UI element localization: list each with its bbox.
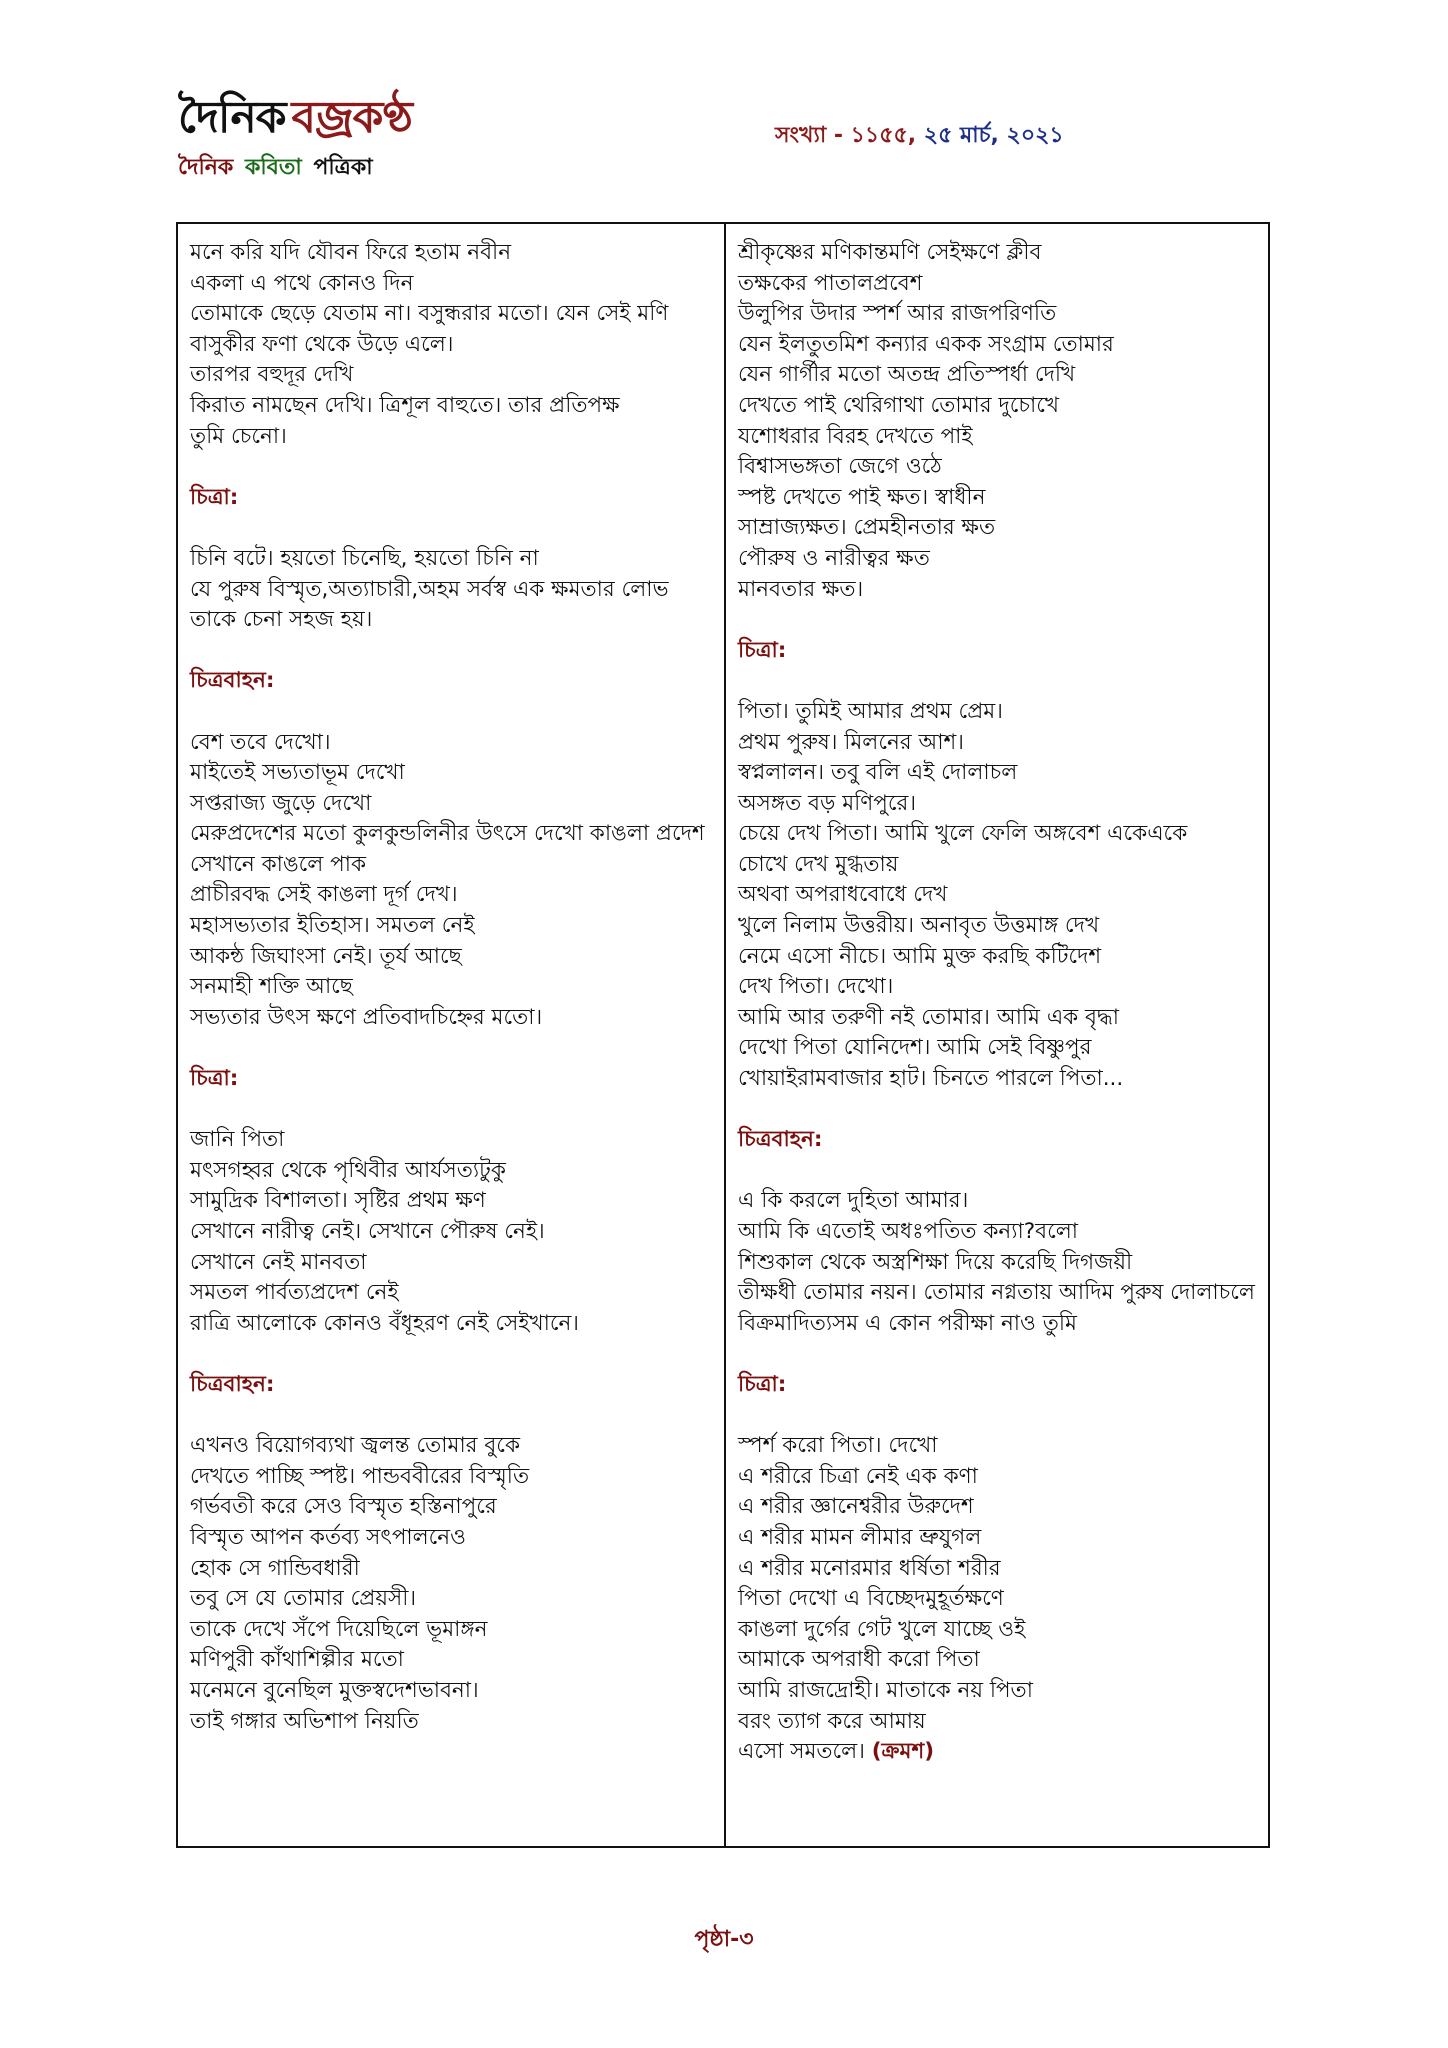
logo-part-1: দৈনিক [178, 92, 286, 143]
poem-line: অসঙ্গত বড় মণিপুরে। [738, 790, 917, 816]
poem-line: এ শরীর মনোরমার ধর্ষিতা শরীর [738, 1555, 1001, 1581]
poem-line: মণিপুরী কাঁথাশিল্পীর মতো [190, 1647, 404, 1673]
poem-line: প্রাচীরবদ্ধ সেই কাঙলা দূর্গ দেখ। [190, 882, 458, 908]
poem-line: সেখানে নেই মানবতা [190, 1249, 367, 1275]
poem-line: সামুদ্রিক বিশালতা। সৃষ্টির প্রথম ক্ষণ [190, 1188, 486, 1214]
poem-line: তাকে দেখে সঁপে দিয়েছিলে ভূমাঙ্গন [190, 1616, 488, 1642]
poem-line: মানবতার ক্ষত। [738, 576, 864, 602]
issue-date: ২৫ মার্চ, ২০২১ [923, 123, 1064, 148]
speaker-heading: চিত্রা: [738, 1371, 787, 1397]
newspaper-logo [178, 92, 412, 144]
poem-line: রাত্রি আলোকে কোনও বঁধূহরণ নেই সেইখানে। [190, 1310, 579, 1336]
right-column [738, 238, 1258, 1768]
tagline-part-2: কবিতা [244, 155, 302, 180]
stanza [738, 1431, 1258, 1768]
column-divider [724, 224, 726, 1846]
masthead [178, 92, 412, 187]
poem-line: আমি আর তরুণী নই তোমার। আমি এক বৃদ্ধা [738, 1004, 1120, 1030]
poem-line: যেন গার্গীর মতো অতন্দ্র প্রতিস্পর্ধা দেখি [738, 362, 1076, 388]
poem-line: সমতল পার্বত্যপ্রদেশ নেই [190, 1280, 399, 1306]
speaker-heading: চিত্রা: [738, 637, 787, 663]
poem-line: আকন্ঠ জিঘাংসা নেই। তূর্য আছে [190, 943, 462, 969]
poem-line: আমি রাজদ্রোহী। মাতাকে নয় পিতা [738, 1677, 1033, 1703]
poem-line: শ্রীকৃষ্ণের মণিকান্তমণি সেইক্ষণে ক্লীব [738, 240, 1042, 265]
stanza [738, 238, 1258, 605]
poem-line: পৌরুষ ও নারীত্বর ক্ষত [738, 545, 930, 571]
poem-line: যেন ইলতুতমিশ কন্যার একক সংগ্রাম তোমার [738, 331, 1114, 357]
logo-part-2: বজ্রকণ্ঠ [291, 92, 412, 143]
poem-line: স্বপ্নলালন। তবু বলি এই দোলাচল [738, 760, 1018, 786]
poem-line: বিক্রমাদিত্যসম এ কোন পরীক্ষা নাও তুমি [738, 1310, 1077, 1336]
poem-line: যে পুরুষ বিস্মৃত,অত্যাচারী,অহম সর্বস্ব এক ক্ষমতার লোভ [190, 576, 669, 602]
poem-line: তারপর বহুদূর দেখি [190, 362, 354, 388]
poem-line: চেয়ে দেখ পিতা। আমি খুলে ফেলি অঙ্গবেশ একেএকে [738, 821, 1188, 847]
poem-line: এ শরীর জ্ঞানেশ্বরীর উরুদেশ [738, 1494, 974, 1520]
poem-line: বিশ্বাসভঙ্গতা জেগে ওঠে [738, 454, 942, 480]
poem-line: নেমে এসো নীচে। আমি মুক্ত করছি কটিদেশ [738, 943, 1102, 969]
poem-line: জানি পিতা [190, 1127, 285, 1153]
poem-line: এ শরীর মামন লীমার ভ্রুযুগল [738, 1524, 982, 1550]
poem-line: দেখো পিতা যোনিদেশ। আমি সেই বিষ্ণুপুর [738, 1035, 1092, 1061]
left-column [190, 238, 712, 1737]
poem-line: স্পর্শ করো পিতা। দেখো [738, 1433, 938, 1459]
stanza [738, 1186, 1258, 1339]
last-line-text: এসো সমতলে। [738, 1739, 865, 1765]
poem-line: মনে করি যদি যৌবন ফিরে হতাম নবীন [190, 240, 512, 265]
speaker-heading: চিত্রবাহন: [738, 1127, 823, 1153]
poem-line: এখনও বিয়োগব্যথা জ্বলন্ত তোমার বুকে [190, 1433, 520, 1459]
poem-line: খোয়াইরামবাজার হাট। চিনতে পারলে পিতা... [738, 1066, 1124, 1092]
poem-line: শিশুকাল থেকে অস্ত্রশিক্ষা দিয়ে করেছি দিগজয়ী [738, 1249, 1133, 1275]
tagline-part-1: দৈনিক [178, 155, 234, 180]
speaker-heading: চিত্রবাহন: [190, 668, 275, 694]
poem-line-last [738, 1737, 1258, 1768]
poem-line: মনেমনে বুনেছিল মুক্তস্বদেশভাবনা। [190, 1677, 479, 1703]
speaker-heading: চিত্রা: [190, 1066, 239, 1092]
speaker-heading: চিত্রবাহন: [190, 1371, 275, 1397]
tagline [178, 150, 412, 187]
issue-number: সংখ্যা - ১১৫৫, [775, 123, 917, 148]
poem-line: বিস্মৃত আপন কর্তব্য সৎপালনেও [190, 1524, 466, 1550]
poem-line: একলা এ পথে কোনও দিন [190, 270, 414, 296]
poem-line: সাম্রাজ্যক্ষত। প্রেমহীনতার ক্ষত [738, 515, 996, 541]
poem-line: এ কি করলে দুহিতা আমার। [738, 1188, 969, 1214]
poem-line: তীক্ষধী তোমার নয়ন। তোমার নগ্নতায় আদিম পুরুষ দোলাচলে [738, 1280, 1255, 1306]
poem-line: দেখতে পাচ্ছি স্পষ্ট। পান্ডববীরের বিস্মৃতি [190, 1463, 530, 1489]
poem-line: বেশ তবে দেখো। [190, 729, 331, 755]
issue-info [775, 118, 1064, 155]
poem-line: মহাসভ্যতার ইতিহাস। সমতল নেই [190, 913, 475, 939]
poem-line: অথবা অপরাধবোধে দেখ [738, 882, 948, 908]
poem-frame [176, 222, 1270, 1848]
poem-line: হোক সে গান্ডিবধারী [190, 1555, 360, 1581]
poem-line: তবু সে যে তোমার প্রেয়সী। [190, 1586, 417, 1612]
stanza [738, 697, 1258, 1095]
poem-line: সপ্তরাজ্য জুড়ে দেখো [190, 790, 372, 816]
poem-line: গর্ভবতী করে সেও বিস্মৃত হস্তিনাপুরে [190, 1494, 497, 1520]
poem-line: বাসুকীর ফণা থেকে উড়ে এলে। [190, 331, 454, 357]
poem-line: দেখতে পাই থেরিগাথা তোমার দুচোখে [738, 392, 1059, 418]
poem-line: দেখ পিতা। দেখো। [738, 974, 894, 1000]
poem-line: যশোধরার বিরহ দেখতে পাই [738, 423, 973, 449]
poem-line: সেখানে নারীত্ব নেই। সেখানে পৌরুষ নেই। [190, 1219, 545, 1244]
poem-line: তাকে চেনা সহজ হয়। [190, 607, 373, 633]
poem-line: মৎসগহ্বর থেকে পৃথিবীর আর্যসত্যটুকু [190, 1157, 506, 1183]
poem-line: কাঙলা দুর্গের গেট খুলে যাচ্ছে ওই [738, 1616, 1026, 1642]
poem-line: এ শরীরে চিত্রা নেই এক কণা [738, 1463, 978, 1489]
stanza [190, 728, 712, 1034]
poem-line: চোখে দেখ মুগ্ধতায় [738, 851, 899, 877]
poem-line: তাই গঙ্গার অভিশাপ নিয়তি [190, 1708, 419, 1734]
stanza [190, 544, 712, 636]
poem-line: চিনি বটে। হয়তো চিনেছি, হয়তো চিনি না [190, 545, 539, 571]
speaker-heading: চিত্রা: [190, 484, 239, 510]
continued-marker: (ক্রমশ) [871, 1739, 935, 1765]
stanza [190, 1431, 712, 1737]
poem-line: মাইতেই সভ্যতাভূম দেখো [190, 760, 405, 786]
poem-line: আমাকে অপরাধী করো পিতা [738, 1647, 980, 1673]
poem-line: স্পষ্ট দেখতে পাই ক্ষত। স্বাধীন [738, 484, 986, 510]
poem-line: খুলে নিলাম উত্তরীয়। অনাবৃত উত্তমাঙ্গ দেখ [738, 913, 1100, 939]
poem-line: উলুপির উদার স্পর্শ আর রাজপরিণতি [738, 301, 1057, 327]
poem-line: প্রথম পুরুষ। মিলনের আশ। [738, 729, 964, 755]
tagline-part-3: পত্রিকা [313, 155, 373, 180]
poem-line: পিতা দেখো এ বিচ্ছেদমুহূর্তক্ষণে [738, 1586, 1004, 1612]
stanza [190, 1125, 712, 1339]
poem-line: পিতা। তুমিই আমার প্রথম প্রেম। [738, 698, 1003, 724]
poem-line: তক্ষকের পাতালপ্রবেশ [738, 270, 923, 296]
page-number: পৃষ্ঠা-৩ [694, 1927, 754, 1952]
poem-line: সনমাহী শক্তি আছে [190, 974, 353, 1000]
poem-line: মেরুপ্রদেশের মতো কুলকুন্ডলিনীর উৎসে দেখো কাঙলা প্রদেশ [190, 821, 705, 847]
poem-line: তোমাকে ছেড়ে যেতাম না। বসুন্ধরার মতো। যেন সেই মণি [190, 301, 669, 327]
poem-line: সেখানে কাঙলে পাক [190, 851, 366, 877]
poem-line: আমি কি এতোই অধঃপতিত কন্যা?বলো [738, 1219, 1078, 1244]
poem-line: কিরাত নামছেন দেখি। ত্রিশূল বাহুতে। তার প্রতিপক্ষ [190, 392, 620, 418]
poem-line: সভ্যতার উৎস ক্ষণে প্রতিবাদচিহ্নের মতো। [190, 1004, 543, 1030]
stanza [190, 238, 712, 452]
poem-line: তুমি চেনো। [190, 423, 287, 449]
poem-line: বরং ত্যাগ করে আমায় [738, 1708, 926, 1734]
